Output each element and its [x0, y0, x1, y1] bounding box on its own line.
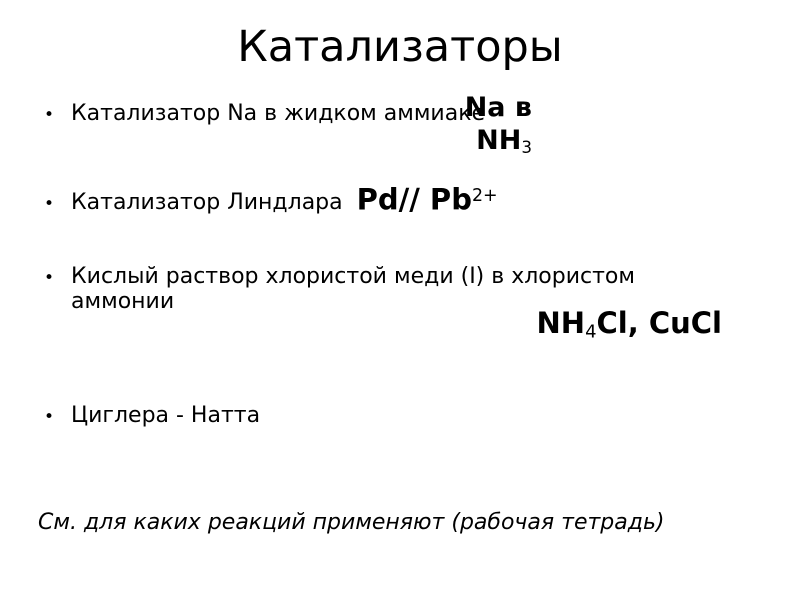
formula-pd-pb — [357, 179, 498, 216]
formula-cucl-base: Cl, CuCl — [596, 306, 722, 340]
bullet-icon: • — [44, 105, 55, 125]
formula-na-line1 — [465, 91, 532, 124]
bullet-text-copper-line1: Кислый раствор хлористой меди (I) в хлористом — [71, 264, 635, 289]
bullet-text-catalyst-na: Катализатор Na в жидком аммиаке — [71, 101, 486, 126]
formula-nh4-base: NH — [536, 306, 586, 340]
bullet-item-ziegler-natta — [44, 403, 260, 430]
bullet-item-catalyst-na — [44, 101, 485, 128]
formula-nh-subscript: 3 — [521, 137, 532, 158]
formula-pd-pb-base: Pd// Pb — [356, 182, 472, 217]
formula-pb-superscript: 2+ — [471, 186, 498, 206]
formula-nh-base: NH — [476, 125, 522, 156]
slide-title: Катализаторы — [237, 22, 563, 72]
bullet-icon: • — [44, 194, 55, 215]
footer-note: См. для каких реакций применяют (рабочая тетрадь) — [38, 510, 665, 535]
bullet-text-copper-line2: аммонии — [71, 289, 175, 314]
bullet-text-ziegler-natta: Циглера - Натта — [71, 403, 261, 428]
formula-na-text: Na в — [464, 92, 532, 123]
bullet-icon: • — [44, 268, 55, 288]
formula-nh4-subscript: 4 — [585, 321, 597, 343]
bullet-text-lindlar: Катализатор Линдлара — [71, 190, 343, 216]
bullet-item-lindlar — [44, 179, 498, 221]
bullet-icon: • — [44, 407, 55, 427]
formula-na-in-nh3 — [465, 91, 532, 164]
formula-na-line2 — [465, 124, 532, 164]
formula-nh4cl-cucl — [537, 305, 722, 350]
